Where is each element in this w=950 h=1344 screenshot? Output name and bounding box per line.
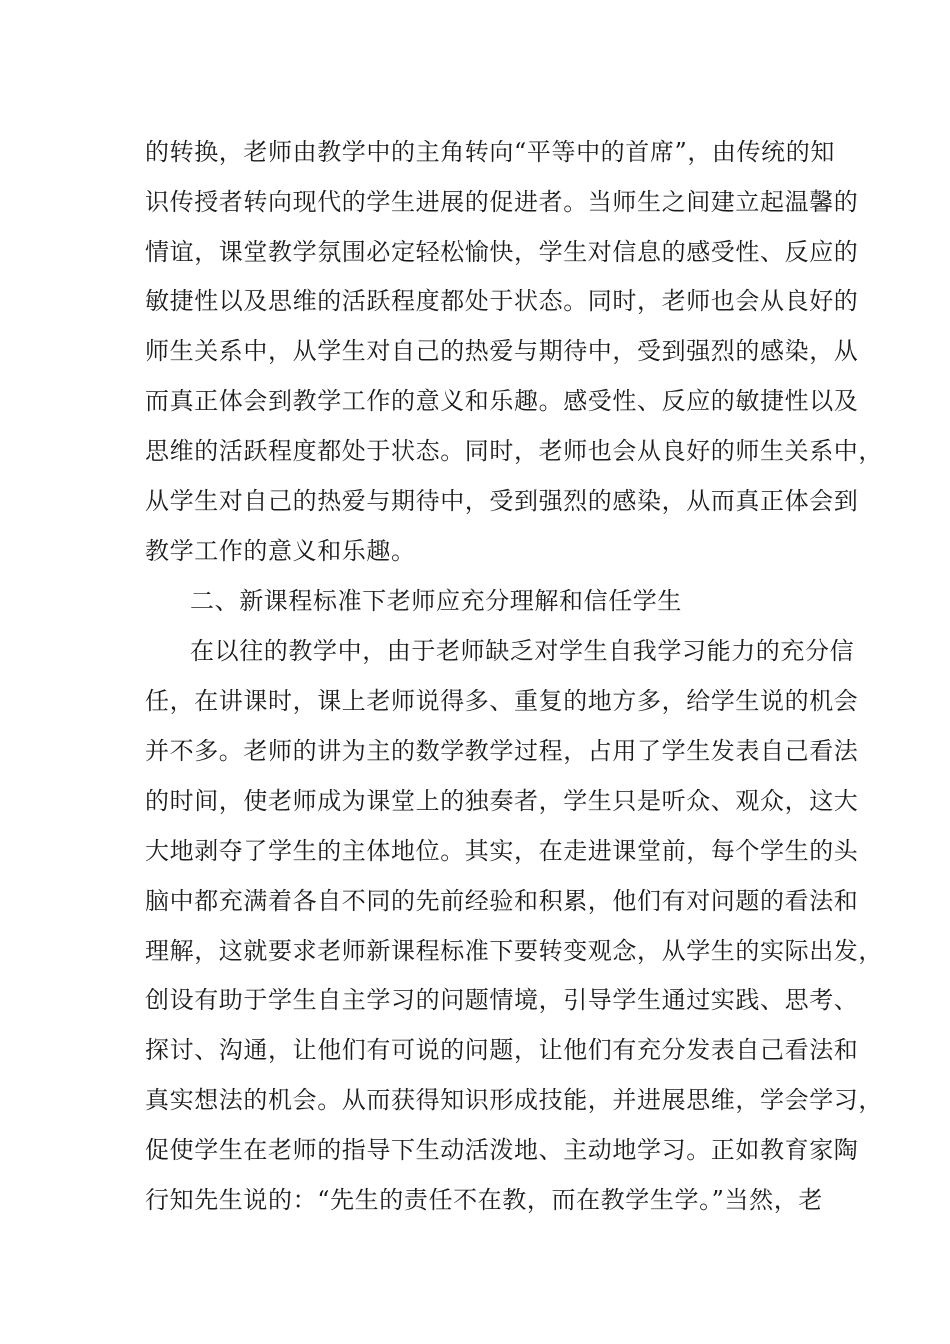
paragraph-line: 理解，这就要求老师新课程标准下要转变观念，从学生的实际出发， bbox=[145, 937, 883, 965]
paragraph-line: 并不多。老师的讲为主的数学教学过程，占用了学生发表自己看法 bbox=[145, 737, 859, 765]
paragraph-line: 脑中都充满着各自不同的先前经验和积累，他们有对问题的看法和 bbox=[145, 887, 859, 915]
paragraph-line: 大地剥夺了学生的主体地位。其实，在走进课堂前，每个学生的头 bbox=[145, 837, 859, 865]
paragraph-line: 教学工作的意义和乐趣。 bbox=[145, 537, 416, 565]
paragraph-line: 创设有助于学生自主学习的问题情境，引导学生通过实践、思考、 bbox=[145, 986, 859, 1014]
paragraph-line: 识传授者转向现代的学生进展的促进者。当师生之间建立起温馨的 bbox=[145, 188, 859, 216]
paragraph-line: 从学生对自己的热爱与期待中，受到强烈的感染，从而真正体会到 bbox=[145, 487, 859, 515]
paragraph-line: 师生关系中，从学生对自己的热爱与期待中，受到强烈的感染，从 bbox=[145, 337, 859, 365]
paragraph-line: 的时间，使老师成为课堂上的独奏者，学生只是听众、观众，这大 bbox=[145, 787, 859, 815]
paragraph-line: 任，在讲课时，课上老师说得多、重复的地方多，给学生说的机会 bbox=[145, 687, 859, 715]
section-heading: 二、新课程标准下老师应充分理解和信任学生 bbox=[190, 587, 682, 615]
paragraph-line: 的转换，老师由教学中的主角转向“平等中的首席”，由传统的知 bbox=[145, 138, 835, 166]
paragraph-line: 敏捷性以及思维的活跃程度都处于状态。同时，老师也会从良好的 bbox=[145, 287, 859, 315]
paragraph-line: 情谊，课堂教学氛围必定轻松愉快，学生对信息的感受性、反应的 bbox=[145, 238, 859, 266]
paragraph-line: 真实想法的机会。从而获得知识形成技能，并进展思维，学会学习， bbox=[145, 1086, 883, 1114]
paragraph-line: 在以往的教学中，由于老师缺乏对学生自我学习能力的充分信 bbox=[190, 637, 855, 665]
paragraph-line: 思维的活跃程度都处于状态。同时，老师也会从良好的师生关系中， bbox=[145, 437, 883, 465]
paragraph-line: 探讨、沟通，让他们有可说的问题，让他们有充分发表自己看法和 bbox=[145, 1036, 859, 1064]
paragraph-line: 促使学生在老师的指导下生动活泼地、主动地学习。正如教育家陶 bbox=[145, 1136, 859, 1164]
paragraph-line: 行知先生说的：“先生的责任不在教，而在教学生学。”当然，老 bbox=[145, 1186, 823, 1214]
paragraph-line: 而真正体会到教学工作的意义和乐趣。感受性、反应的敏捷性以及 bbox=[145, 387, 859, 415]
